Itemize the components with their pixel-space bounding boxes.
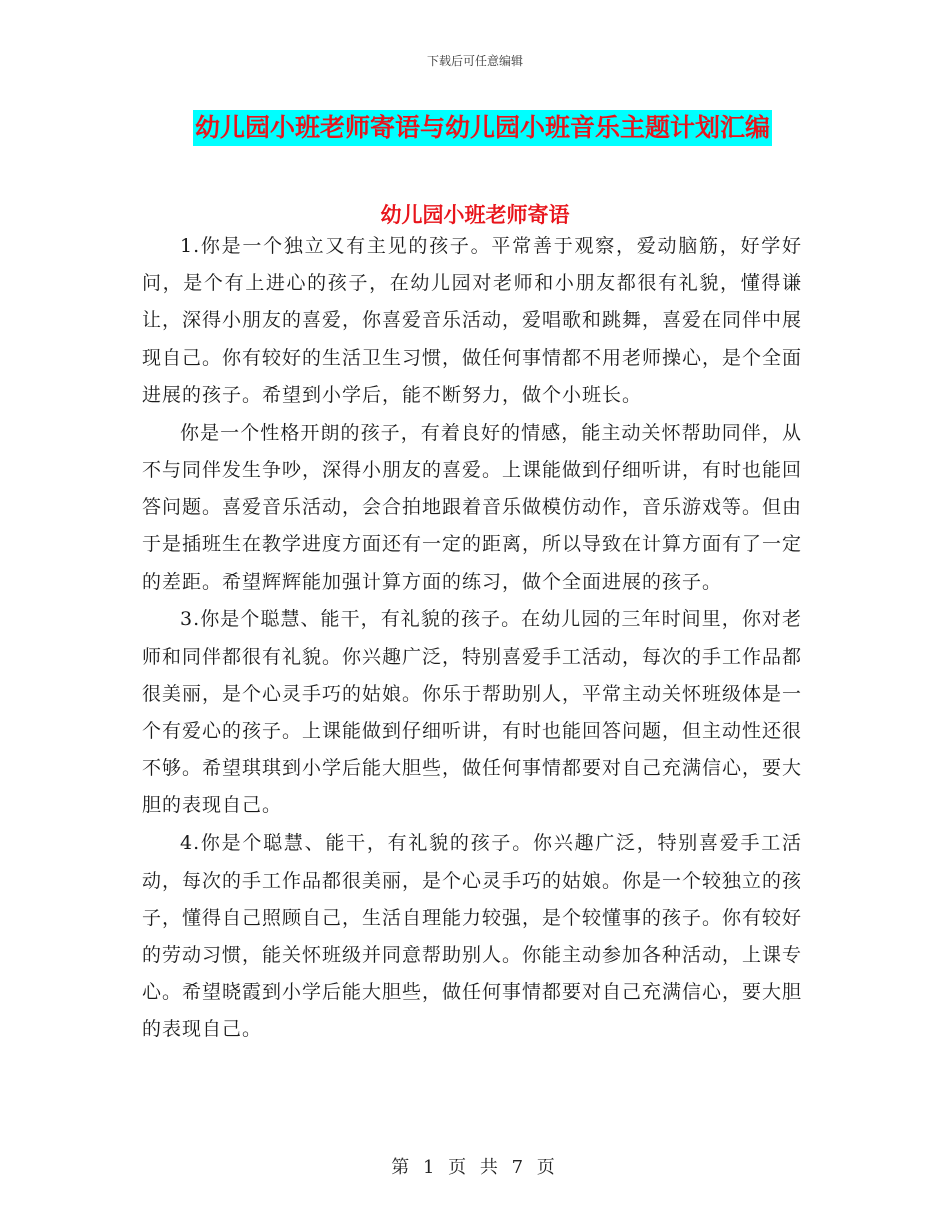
section-title: 幼儿园小班老师寄语 [380,203,570,227]
paragraph: 你是一个性格开朗的孩子，有着良好的情感，能主动关怀帮助同伴，从不与同伴发生争吵，深得小朋友的喜爱。上课能做到仔细听讲，有时也能回答问题。喜爱音乐活动，会合拍地跟着音乐做模仿动作，音乐游戏等。但由于是插班生在教学进度方面还有一定的距离，所以导致在计算方面有了一定的差距。希望辉辉能加强计算方面的练习，做个全面进展的孩子。 [142,421,803,593]
page-footer: 第 1 页 共 7 页 [391,1157,559,1178]
document-body [142,228,802,1049]
document-title-container [193,110,772,146]
page-header-note: 下载后可任意编辑 [426,54,523,68]
paragraph: 1.你是一个独立又有主见的孩子。平常善于观察，爱动脑筋，好学好问，是个有上进心的孩子，在幼儿园对老师和小朋友都很有礼貌，懂得谦让，深得小朋友的喜爱，你喜爱音乐活动，爱唱歌和跳舞，喜爱在同伴中展现自己。你有较好的生活卫生习惯，做任何事情都不用老师操心，是个全面进展的孩子。希望到小学后，能不断努力，做个小班长。 [142,235,803,406]
paragraph: 3.你是个聪慧、能干，有礼貌的孩子。在幼儿园的三年时间里，你对老师和同伴都很有礼貌。你兴趣广泛，特别喜爱手工活动，每次的手工作品都很美丽，是个心灵手巧的姑娘。你乐于帮助别人，平常主动关怀班级体是一个有爱心的孩子。上课能做到仔细听讲，有时也能回答问题，但主动性还很不够。希望琪琪到小学后能大胆些，做任何事情都要对自己充满信心，要大胆的表现自己。 [142,608,803,817]
document-title: 幼儿园小班老师寄语与幼儿园小班音乐主题计划汇编 [193,110,772,146]
paragraph: 4.你是个聪慧、能干，有礼貌的孩子。你兴趣广泛，特别喜爱手工活动，每次的手工作品都很美丽，是个心灵手巧的姑娘。你是一个较独立的孩子，懂得自己照顾自己，生活自理能力较强，是个较懂事的孩子。你有较好的劳动习惯，能关怀班级并同意帮助别人。你能主动参加各种活动，上课专心。希望晓霞到小学后能大胆些，做任何事情都要对自己充满信心，要大胆的表现自己。 [142,832,803,1041]
